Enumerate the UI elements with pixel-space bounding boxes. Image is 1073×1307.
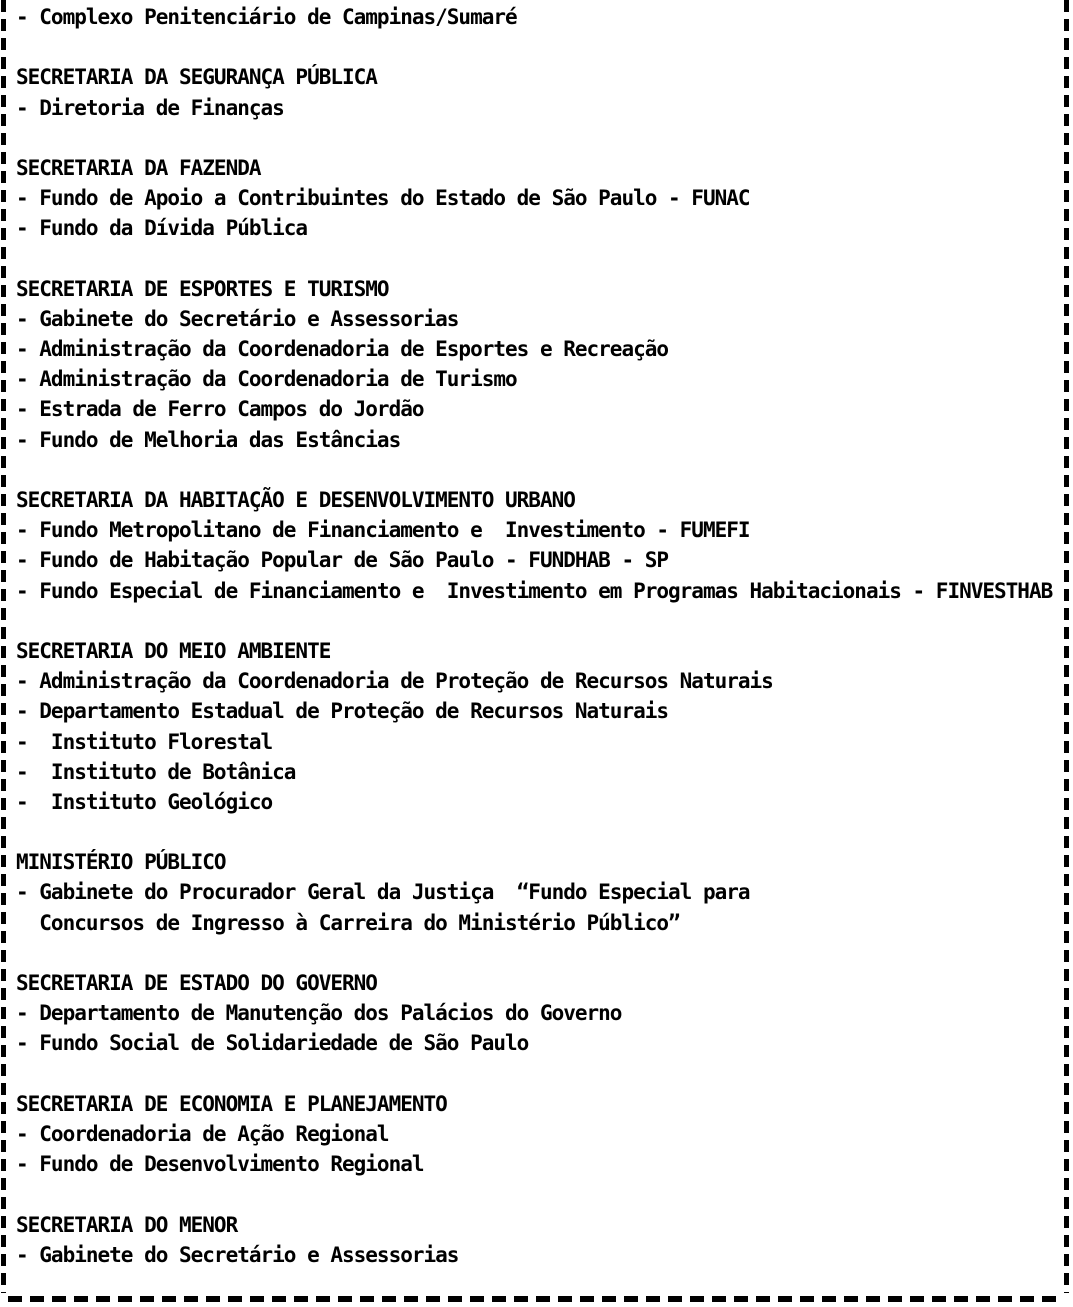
list-item: - Fundo Social de Solidariedade de São Paulo bbox=[16, 1031, 529, 1056]
blank-line bbox=[16, 244, 1052, 274]
section-heading: SECRETARIA DA FAZENDA bbox=[16, 155, 261, 180]
blank-line bbox=[16, 1059, 1052, 1089]
list-item: - Estrada de Ferro Campos do Jordão bbox=[16, 397, 424, 422]
list-item: - Instituto de Botânica bbox=[16, 759, 296, 784]
list-item: - Diretoria de Finanças bbox=[16, 95, 284, 120]
list-item: - Coordenadoria de Ação Regional bbox=[16, 1121, 389, 1146]
list-item: - Instituto Florestal bbox=[16, 729, 273, 754]
list-item: - Fundo de Melhoria das Estâncias bbox=[16, 427, 401, 452]
list-item: - Fundo de Desenvolvimento Regional bbox=[16, 1152, 424, 1177]
section-heading: SECRETARIA DO MEIO AMBIENTE bbox=[16, 638, 331, 663]
list-item: - Gabinete do Secretário e Assessorias bbox=[16, 306, 459, 331]
list-item: - Departamento de Manutenção dos Palácios do Governo bbox=[16, 1001, 622, 1026]
section-heading: SECRETARIA DE ESTADO DO GOVERNO bbox=[16, 971, 377, 995]
list-item: Concursos de Ingresso à Carreira do Ministério Público” bbox=[16, 910, 680, 935]
section-heading: MINISTÉRIO PÚBLICO bbox=[16, 850, 226, 875]
list-item: - Complexo Penitenciário de Campinas/Sumaré bbox=[16, 5, 517, 29]
left-dashed-border bbox=[1, 0, 6, 1293]
list-item: - Fundo Especial de Financiamento e Investimento em Programas Habitacionais - FINVESTHAB bbox=[16, 578, 1053, 603]
section-heading: SECRETARIA DE ESPORTES E TURISMO bbox=[16, 276, 389, 301]
list-item: - Fundo de Apoio a Contribuintes do Estado de São Paulo - FUNAC bbox=[16, 186, 750, 211]
blank-line bbox=[16, 123, 1052, 153]
section-heading: SECRETARIA DE ECONOMIA E PLANEJAMENTO bbox=[16, 1091, 447, 1116]
section-heading: SECRETARIA DA SEGURANÇA PÚBLICA bbox=[16, 65, 377, 90]
list-item: - Gabinete do Secretário e Assessorias bbox=[16, 1242, 459, 1267]
blank-line bbox=[16, 606, 1052, 636]
blank-line bbox=[16, 32, 1052, 62]
blank-line bbox=[16, 817, 1052, 847]
blank-line bbox=[16, 938, 1052, 968]
blank-line bbox=[16, 1179, 1052, 1209]
list-item: - Gabinete do Procurador Geral da Justiça “Fundo Especial para bbox=[16, 880, 750, 905]
blank-line bbox=[16, 455, 1052, 485]
right-dashed-border bbox=[1064, 0, 1069, 1293]
document-content bbox=[16, 2, 1052, 1270]
bottom-dashed-border bbox=[8, 1296, 1062, 1302]
list-item: - Instituto Geológico bbox=[16, 789, 273, 814]
list-item: - Administração da Coordenadoria de Proteção de Recursos Naturais bbox=[16, 669, 773, 694]
list-item: - Fundo de Habitação Popular de São Paulo - FUNDHAB - SP bbox=[16, 548, 669, 573]
section-heading: SECRETARIA DA HABITAÇÃO E DESENVOLVIMENTO URBANO bbox=[16, 488, 575, 512]
list-item: - Fundo Metropolitano de Financiamento e Investimento - FUMEFI bbox=[16, 518, 750, 543]
list-item: - Departamento Estadual de Proteção de Recursos Naturais bbox=[16, 699, 669, 724]
list-item: - Administração da Coordenadoria de Turismo bbox=[16, 367, 517, 392]
section-heading: SECRETARIA DO MENOR bbox=[16, 1212, 238, 1237]
list-item: - Administração da Coordenadoria de Esportes e Recreação bbox=[16, 337, 669, 362]
list-item: - Fundo da Dívida Pública bbox=[16, 216, 308, 241]
